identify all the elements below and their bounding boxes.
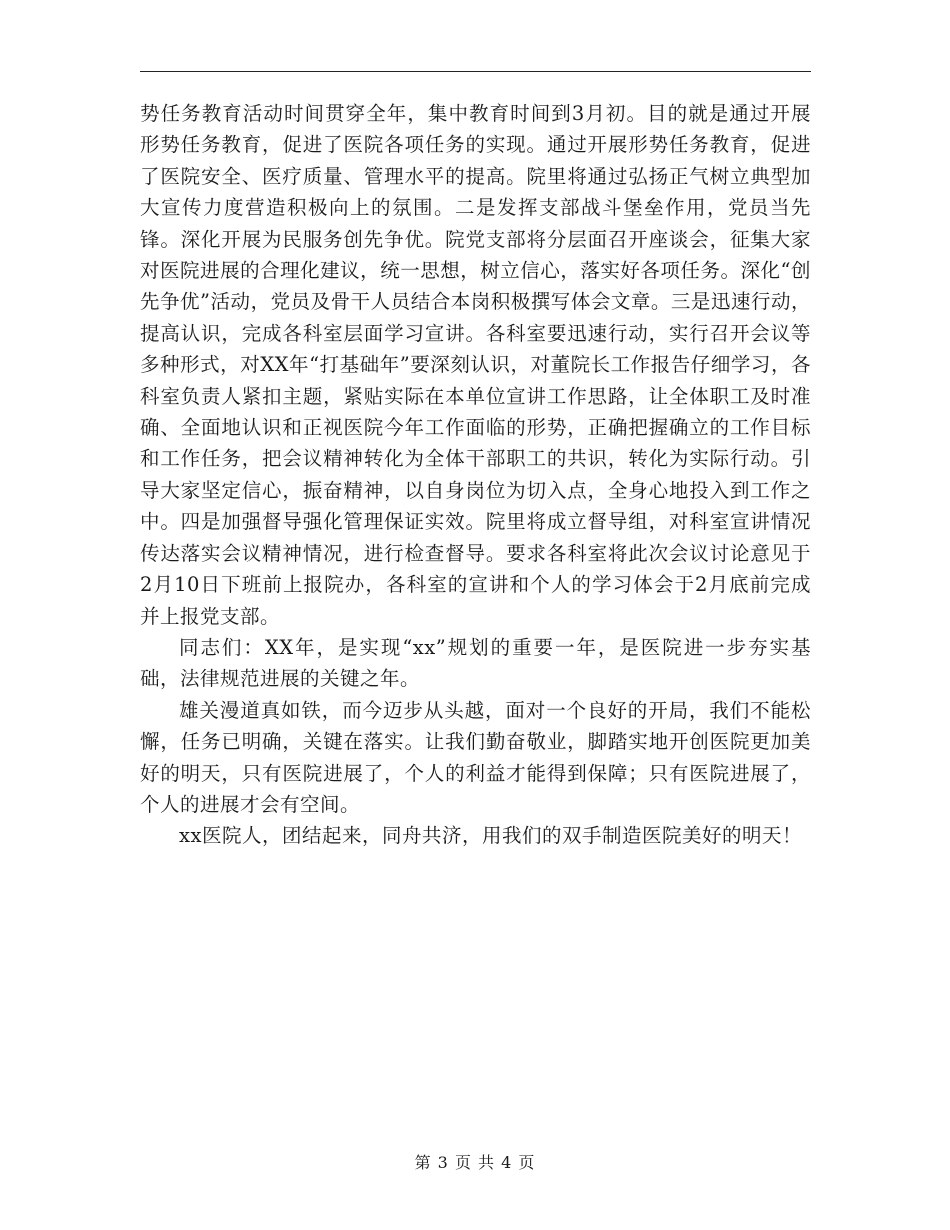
paragraph-1: 势任务教育活动时间贯穿全年，集中教育时间到3月初。目的就是通过开展形势任务教育，促进了医院各项任务的实现。通过开展形势任务教育，促进了医院安全、医疗质量、管理水平的提高。院里将通过弘扬正气树立典型加大宣传力度营造积极向上的氛围。二是发挥支部战斗堡垒作用，党员当先锋。深化开展为民服务创先争优。院党支部将分层面召开座谈会，征集大家对医院进展的合理化建议，统一思想，树立信心，落实好各项任务。深化“创先争优”活动，党员及骨干人员结合本岗积极撰写体会文章。三是迅速行动，提高认识，完成各科室层面学习宣讲。各科室要迅速行动，实行召开会议等多种形式，对XX年“打基础年”要深刻认识，对董院长工作报告仔细学习，各科室负责人紧扣主题，紧贴实际在本单位宣讲工作思路，让全体职工及时准确、全面地认识和正视医院今年工作面临的形势，正确把握确立的工作目标和工作任务，把会议精神转化为全体干部职工的共识，转化为实际行动。引导大家坚定信心，振奋精神，以自身岗位为切入点，全身心地投入到工作之中。四是加强督导强化管理保证实效。院里将成立督导组，对科室宣讲情况传达落实会议精神情况，进行检查督导。要求各科室将此次会议讨论意见于2月10日下班前上报院办，各科室的宣讲和个人的学习体会于2月底前完成并上报党支部。 — [140, 102, 811, 628]
paragraph-3: 雄关漫道真如铁，而今迈步从头越，面对一个良好的开局，我们不能松懈，任务已明确，关键在落实。让我们勤奋敬业，脚踏实地开创医院更加美好的明天，只有医院进展了，个人的利益才能得到保障；只有医院进展了，个人的进展才会有空间。 — [140, 698, 811, 816]
document-body — [140, 98, 811, 852]
page-number-footer: 第 3 页 共 4 页 — [414, 1153, 536, 1172]
header-rule — [140, 71, 811, 72]
paragraph-2: 同志们：XX年，是实现“xx”规划的重要一年，是医院进一步夯实基础，法律规范进展的关键之年。 — [140, 635, 811, 691]
paragraph-4: xx医院人，团结起来，同舟共济，用我们的双手制造医院美好的明天！ — [179, 824, 802, 848]
